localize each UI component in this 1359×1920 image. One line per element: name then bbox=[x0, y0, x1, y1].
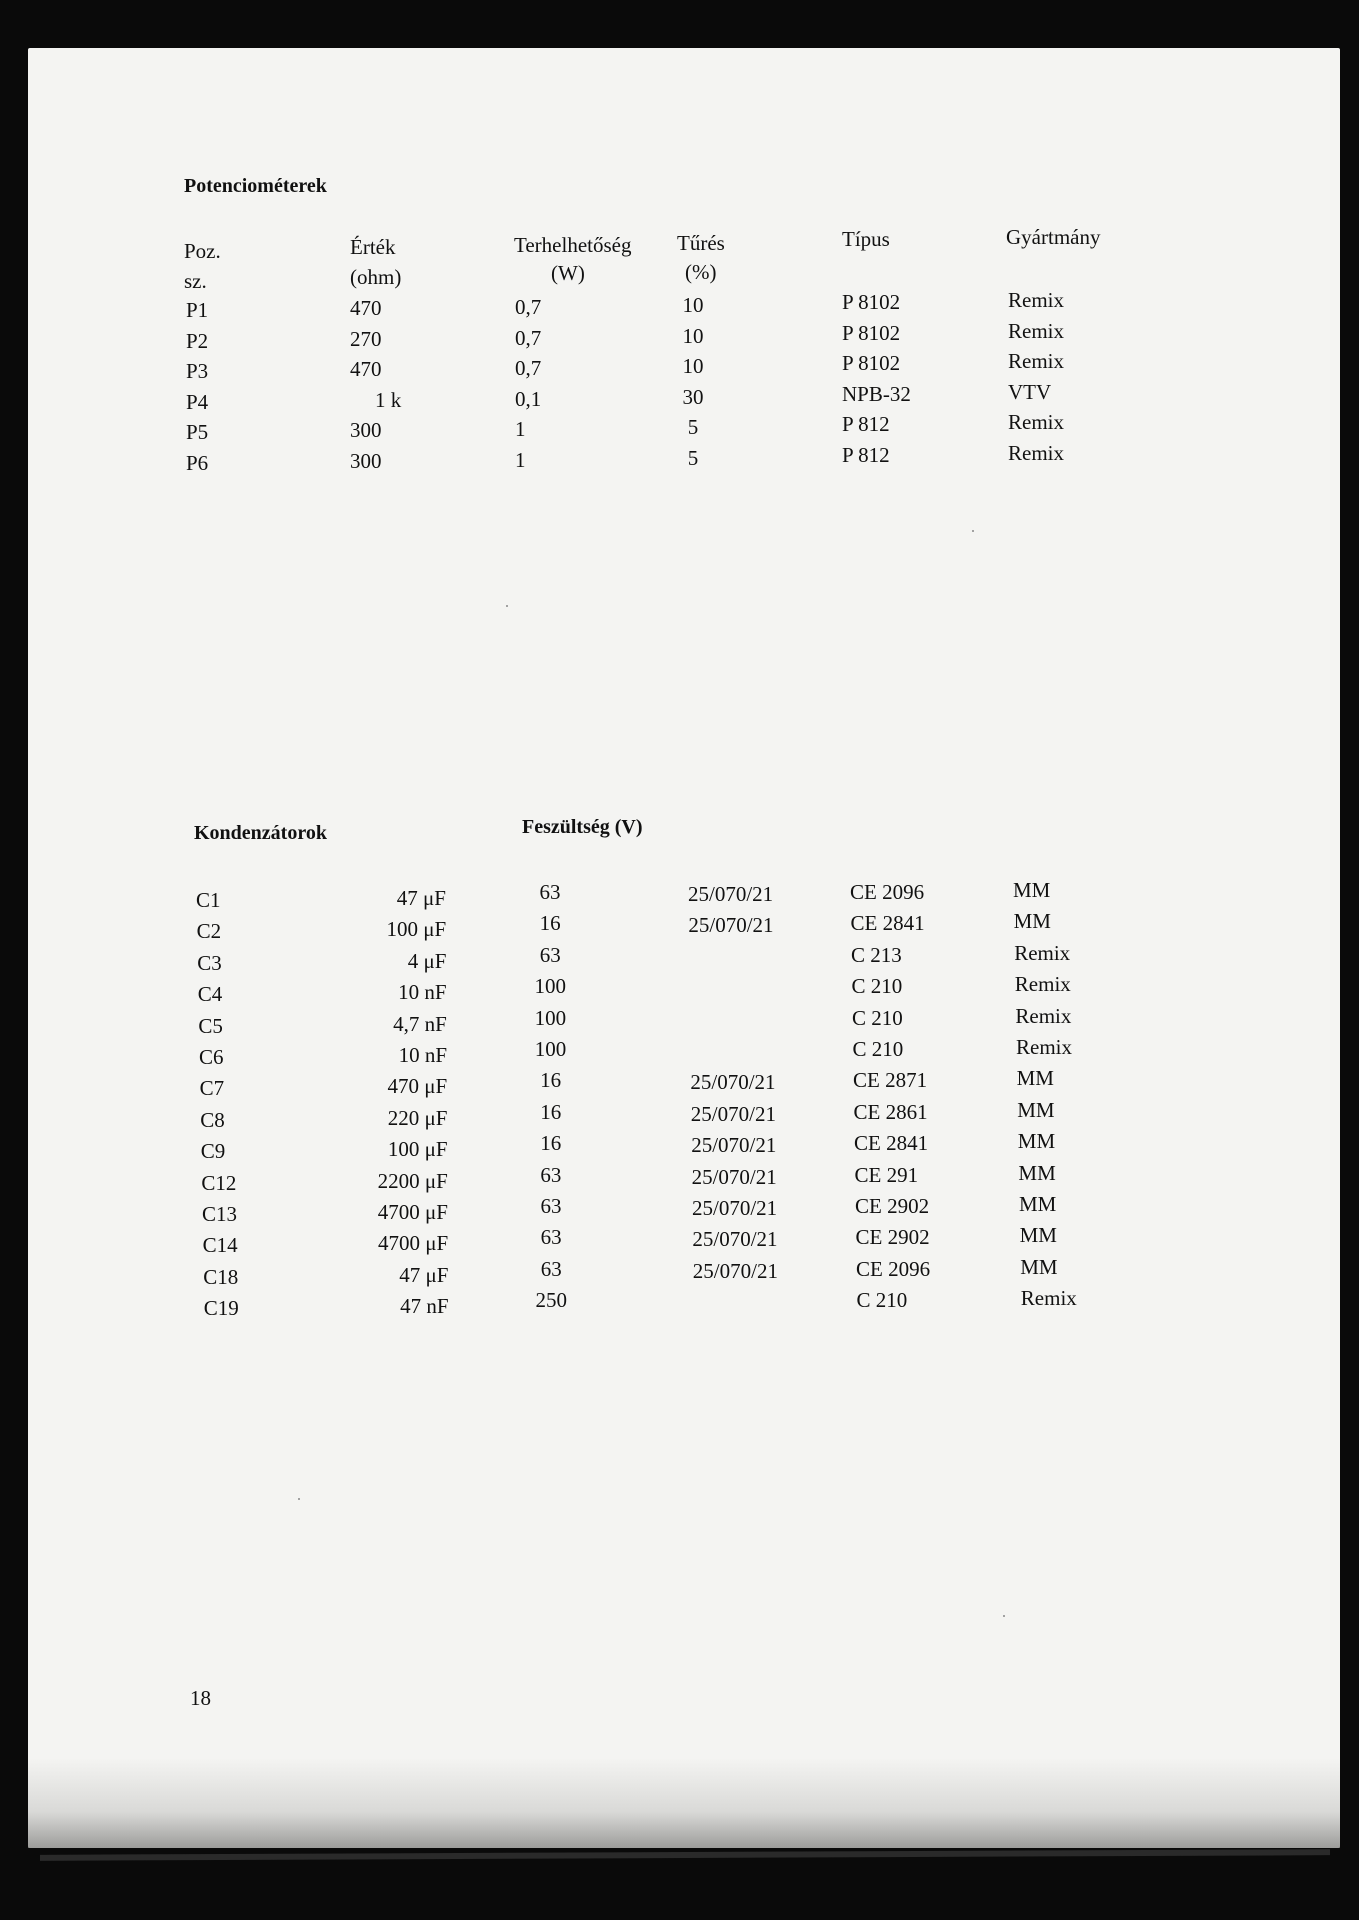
cap-code: 25/070/21 bbox=[690, 1070, 776, 1095]
pot-tolerance: 5 bbox=[687, 445, 699, 470]
cap-code: 25/070/21 bbox=[691, 1164, 777, 1189]
cap-voltage: 16 bbox=[540, 1068, 562, 1093]
pot-type: P 812 bbox=[842, 442, 890, 467]
cap-make: MM bbox=[1018, 1160, 1056, 1185]
pot-tolerance: 10 bbox=[682, 323, 704, 348]
cap-pos: C9 bbox=[200, 1139, 226, 1164]
cap-pos: C18 bbox=[203, 1264, 239, 1289]
pot-value: 270 bbox=[350, 326, 382, 351]
cap-voltage: 16 bbox=[540, 1099, 562, 1124]
pot-make: Remix bbox=[1008, 440, 1064, 465]
cap-make: MM bbox=[1019, 1192, 1057, 1216]
scan-speck bbox=[506, 605, 508, 607]
pot-load: 0,7 bbox=[515, 295, 542, 319]
cap-value: 10 nF bbox=[398, 1043, 447, 1067]
cap-pos: C4 bbox=[197, 982, 223, 1007]
cap-code: 25/070/21 bbox=[691, 1133, 777, 1158]
cap-make: Remix bbox=[1014, 940, 1071, 965]
cap-value: 47 μF bbox=[399, 1262, 449, 1287]
voltage-header: Feszültség (V) bbox=[522, 816, 643, 838]
pot-value: 470 bbox=[350, 357, 382, 381]
pot-make: Remix bbox=[1008, 288, 1064, 312]
cap-voltage: 63 bbox=[540, 1162, 562, 1187]
pot-load: 0,7 bbox=[515, 325, 542, 350]
pot-tolerance: 10 bbox=[682, 354, 704, 378]
cap-voltage: 100 bbox=[534, 1037, 567, 1061]
pot-load: 0,7 bbox=[515, 356, 542, 380]
cap-make: MM bbox=[1020, 1254, 1058, 1279]
cap-type: CE 2871 bbox=[853, 1068, 928, 1093]
header-make: Gyártmány bbox=[1006, 225, 1101, 249]
cap-voltage: 63 bbox=[540, 1194, 562, 1218]
header-type: Típus bbox=[842, 227, 890, 251]
cap-code: 25/070/21 bbox=[688, 913, 774, 938]
cap-voltage: 63 bbox=[539, 942, 561, 967]
cap-type: C 210 bbox=[851, 974, 903, 999]
pot-load: 0,1 bbox=[515, 386, 542, 411]
cap-value: 47 nF bbox=[400, 1294, 449, 1319]
pot-type: P 8102 bbox=[842, 320, 901, 345]
pot-pos: P6 bbox=[186, 450, 209, 475]
potentiometer-title: Potenciométerek bbox=[184, 175, 327, 197]
document-page bbox=[28, 48, 1340, 1848]
pot-make: Remix bbox=[1008, 318, 1064, 343]
cap-value: 100 μF bbox=[386, 917, 447, 942]
cap-voltage: 63 bbox=[540, 1256, 562, 1281]
cap-voltage: 100 bbox=[534, 974, 567, 999]
cap-pos: C1 bbox=[196, 888, 221, 912]
pot-type: NPB-32 bbox=[842, 381, 911, 406]
scan-speck bbox=[298, 1498, 300, 1500]
cap-make: Remix bbox=[1020, 1286, 1077, 1311]
pot-make: VTV bbox=[1008, 379, 1052, 404]
cap-pos: C14 bbox=[202, 1233, 238, 1258]
pot-tolerance: 30 bbox=[682, 384, 704, 409]
cap-type: CE 2841 bbox=[850, 911, 925, 936]
cap-make: MM bbox=[1013, 909, 1051, 934]
cap-value: 2200 μF bbox=[377, 1168, 448, 1193]
header-tolerance-sub: (%) bbox=[685, 260, 717, 284]
header-pos: Poz. bbox=[184, 239, 221, 263]
cap-code: 25/070/21 bbox=[692, 1258, 778, 1283]
header-tolerance: Tűrés bbox=[677, 231, 725, 255]
capacitor-title: Kondenzátorok bbox=[194, 822, 327, 844]
cap-type: CE 2861 bbox=[853, 1099, 928, 1124]
pot-pos: P1 bbox=[186, 298, 209, 322]
cap-code: 25/070/21 bbox=[688, 882, 774, 906]
cap-pos: C6 bbox=[199, 1045, 224, 1069]
pot-make: Remix bbox=[1008, 410, 1064, 434]
pot-tolerance: 5 bbox=[687, 415, 699, 439]
pot-pos: P5 bbox=[186, 420, 209, 444]
cap-make: MM bbox=[1016, 1066, 1054, 1091]
cap-value: 4 μF bbox=[407, 948, 447, 973]
cap-value: 220 μF bbox=[387, 1105, 448, 1130]
cap-voltage: 16 bbox=[539, 911, 561, 936]
header-value: Érték bbox=[350, 235, 396, 259]
scan-edge-bar bbox=[40, 1849, 1330, 1861]
cap-code: 25/070/21 bbox=[690, 1101, 776, 1126]
cap-make: MM bbox=[1017, 1097, 1055, 1122]
cap-make: Remix bbox=[1016, 1035, 1072, 1059]
cap-pos: C13 bbox=[202, 1202, 238, 1226]
page-number: 18 bbox=[190, 1686, 211, 1710]
cap-type: CE 2096 bbox=[850, 880, 925, 904]
cap-pos: C3 bbox=[197, 950, 222, 975]
pot-pos: P2 bbox=[186, 328, 209, 353]
pot-value: 300 bbox=[350, 418, 382, 442]
cap-type: C 210 bbox=[852, 1037, 904, 1061]
pot-tolerance: 10 bbox=[682, 293, 704, 317]
cap-make: Remix bbox=[1015, 1003, 1072, 1028]
pot-value: 470 bbox=[350, 296, 382, 320]
pot-load: 1 bbox=[515, 447, 526, 472]
pot-value: 300 bbox=[350, 448, 382, 473]
cap-voltage: 250 bbox=[535, 1288, 568, 1313]
cap-pos: C7 bbox=[199, 1076, 225, 1101]
cap-make: MM bbox=[1013, 878, 1051, 902]
cap-voltage: 63 bbox=[539, 880, 561, 904]
cap-type: CE 2902 bbox=[855, 1194, 930, 1218]
cap-make: MM bbox=[1019, 1223, 1057, 1248]
cap-voltage: 63 bbox=[540, 1225, 562, 1250]
cap-type: CE 2902 bbox=[855, 1225, 930, 1250]
cap-value: 4700 μF bbox=[377, 1231, 449, 1256]
pot-value: 1 k bbox=[375, 387, 402, 412]
header-load: Terhelhetőség bbox=[514, 233, 632, 257]
cap-pos: C5 bbox=[198, 1013, 223, 1038]
cap-type: CE 291 bbox=[854, 1162, 919, 1187]
cap-value: 4700 μF bbox=[377, 1200, 448, 1224]
cap-value: 100 μF bbox=[387, 1137, 448, 1162]
header-load-sub: (W) bbox=[551, 261, 585, 285]
cap-make: MM bbox=[1017, 1129, 1056, 1154]
cap-code: 25/070/21 bbox=[692, 1227, 778, 1252]
pot-type: P 8102 bbox=[842, 351, 901, 375]
cap-pos: C8 bbox=[200, 1107, 225, 1132]
cap-value: 10 nF bbox=[398, 980, 447, 1005]
cap-type: C 213 bbox=[851, 942, 902, 967]
scan-speck bbox=[1003, 1615, 1005, 1617]
cap-type: C 210 bbox=[856, 1288, 908, 1313]
cap-pos: C2 bbox=[196, 919, 222, 944]
pot-type: P 8102 bbox=[842, 290, 901, 314]
scan-speck bbox=[972, 530, 974, 532]
cap-make: Remix bbox=[1014, 972, 1071, 997]
cap-pos: C12 bbox=[201, 1170, 237, 1195]
cap-voltage: 100 bbox=[534, 1005, 567, 1030]
cap-code: 25/070/21 bbox=[692, 1196, 778, 1220]
cap-pos: C19 bbox=[203, 1296, 239, 1321]
header-value-sub: (ohm) bbox=[350, 265, 402, 289]
cap-type: CE 2096 bbox=[856, 1256, 931, 1281]
cap-value: 47 μF bbox=[396, 886, 446, 910]
cap-type: C 210 bbox=[852, 1005, 903, 1030]
pot-make: Remix bbox=[1008, 349, 1064, 373]
header-pos-sub: sz. bbox=[184, 269, 207, 293]
pot-type: P 812 bbox=[842, 412, 890, 436]
pot-pos: P3 bbox=[186, 359, 209, 383]
pot-pos: P4 bbox=[186, 389, 209, 414]
cap-value: 470 μF bbox=[387, 1074, 448, 1099]
cap-type: CE 2841 bbox=[854, 1131, 929, 1156]
cap-value: 4,7 nF bbox=[393, 1011, 447, 1036]
pot-load: 1 bbox=[515, 417, 526, 441]
cap-voltage: 16 bbox=[540, 1131, 562, 1156]
